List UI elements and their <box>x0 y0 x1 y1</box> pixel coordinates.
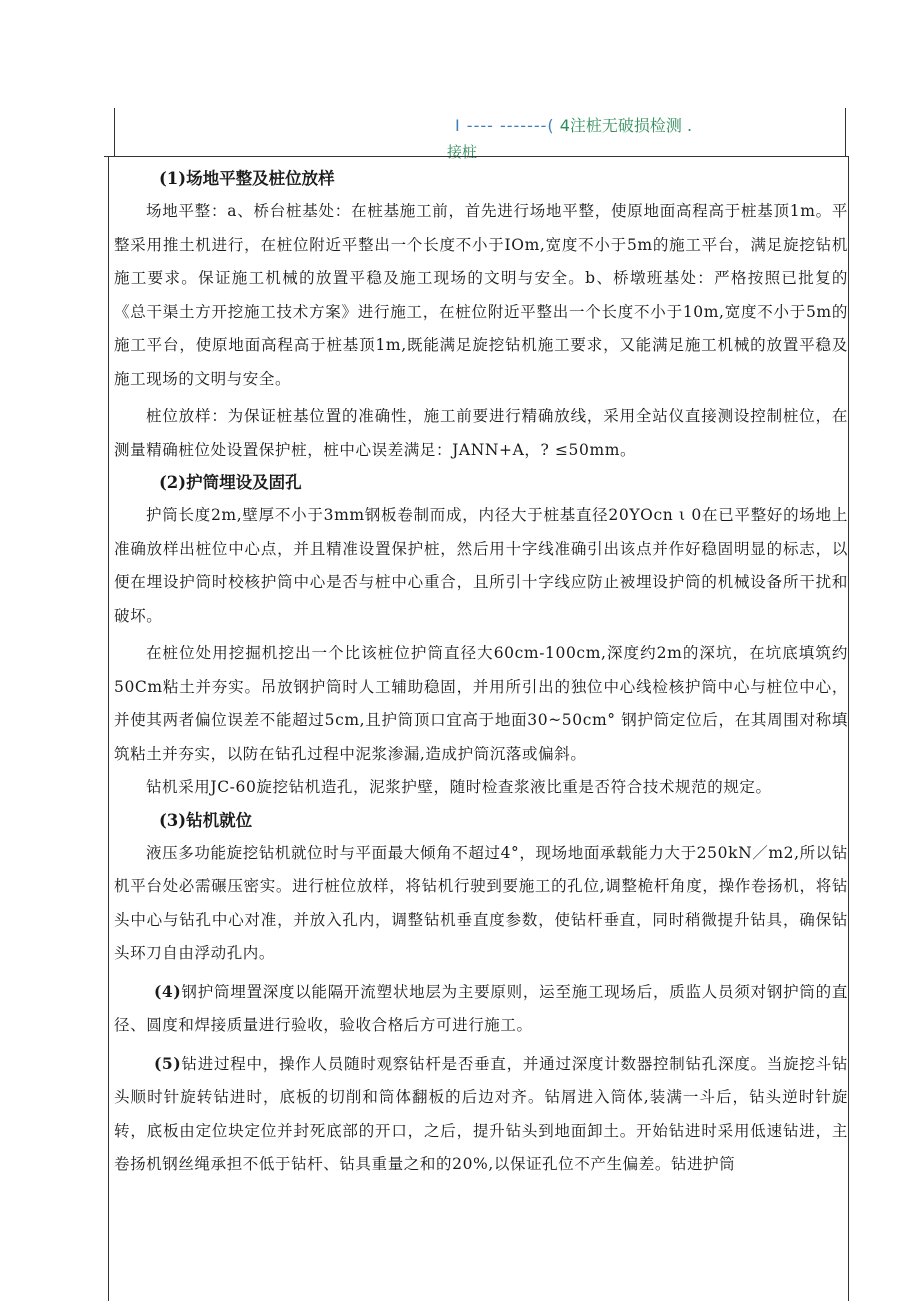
section-1-paragraph-1: 场地平整：a、桥台桩基处：在桩基施工前，首先进行场地平整，使原地面高程高于桩基顶1m。平整采用推土机进行，在桩位附近平整出一个长度不小于IOm,宽度不小于5m的施工平台，满足旋挖钻机施工要求。保证施工机械的放置平稳及施工现场的文明与安全。b、桥墩班基处：严格按照已批复的《总干渠土方开挖施工技术方案》进行施工，在桩位附近平整出一个长度不小于10m,宽度不小于5m的施工平台，使原地面高程高于桩基顶1m,既能满足旋挖钻机施工要求，又能满足施工机械的放置平稳及施工现场的文明与安全。 <box>114 202 848 388</box>
section-1-paragraph-2: 桩位放样：为保证桩基位置的准确性，施工前要进行精确放线，采用全站仪直接测设控制桩位，在测量精确桩位处设置保护桩，桩中心误差满足：JANN+A，? ≤50mm。 <box>114 407 848 459</box>
section-2-paragraph-3: 钻机采用JC-60旋挖钻机造孔，泥浆护壁，随时检查浆液比重是否符合技术规范的规定。 <box>146 778 772 796</box>
header-right-text: 4注桩无破损检测 . <box>559 116 693 135</box>
header-left-marks: I ---- -------( <box>455 116 555 135</box>
section-4-text: 钢护筒埋置深度以能隔开流塑状地层为主要原则，运至施工现场后，质监人员须对钢护筒的直径、圆度和焊接质量进行验收，验收合格后方可进行施工。 <box>114 982 848 1034</box>
section-5-number: (5) <box>154 1053 182 1073</box>
section-3-paragraph-1: 液压多功能旋挖钻机就位时与平面最大倾角不超过4°，现场地面承载能力大于250kN／m2,所以钻机平台处必需碾压密实。进行桩位放样，将钻机行驶到要施工的孔位,调整桅杆角度，操作卷扬机，将钻头中心与钻孔中心对准，并放入孔内，调整钻机垂直度参数，使钻杆垂直，同时稍微提升钻具，确保钻头环刀自由浮动孔内。 <box>114 843 848 962</box>
section-1-title: (1)场地平整及桩位放样 <box>159 169 335 188</box>
document-body <box>114 163 848 1182</box>
section-4-paragraph <box>114 975 848 1043</box>
section-5-text: 钻进过程中，操作人员随时观察钻杆是否垂直，并通过深度计数器控制钻孔深度。当旋挖斗钻头顺时针旋转钻进时，底板的切削和筒体翻板的后边对齐。钻屑进入筒体,装满一斗后，钻头逆时针旋转，底板由定位块定位并封死底部的开口，之后，提升钻头到地面卸土。开始钻进时采用低速钻进，主卷扬机钢丝绳承担不低于钻杆、钻具重量之和的20%,以保证孔位不产生偏差。钻进护筒 <box>114 1054 848 1173</box>
section-2-paragraph-1: 护筒长度2m,壁厚不小于3mm钢板卷制而成，内径大于桩基直径20YOcn ι 0在已平整好的场地上准确放样出桩位中心点，并且精准设置保护桩，然后用十字线准确引出该点并作好稳固明显的标志，以便在埋设护筒时校核护筒中心是否与桩中心重合，且所引十字线应防止被埋设护筒的机械设备所干扰和破坏。 <box>114 506 848 625</box>
section-5-paragraph <box>114 1047 848 1182</box>
section-3-title: (3)钻机就位 <box>159 810 253 830</box>
section-2-title: (2)护筒埋设及固孔 <box>159 473 302 492</box>
header-line <box>455 113 692 136</box>
header-sub-text: 接桩 <box>447 143 478 161</box>
section-4-number: (4) <box>154 981 182 1001</box>
section-2-paragraph-2: 在桩位处用挖掘机挖出一个比该桩位护筒直径大60cm-100cm,深度约2m的深坑，在坑底填筑约50Cm粘土并夯实。吊放钢护筒时人工辅助稳固，并用所引出的独位中心线检核护筒中心与桩位中心，并使其两者偏位误差不能超过5cm,且护筒顶口宜高于地面30~50cm° 钢护筒定位后，在其周围对称填筑粘土并夯实，以防在钻孔过程中泥浆渗漏,造成护筒沉落或偏斜。 <box>114 644 848 763</box>
